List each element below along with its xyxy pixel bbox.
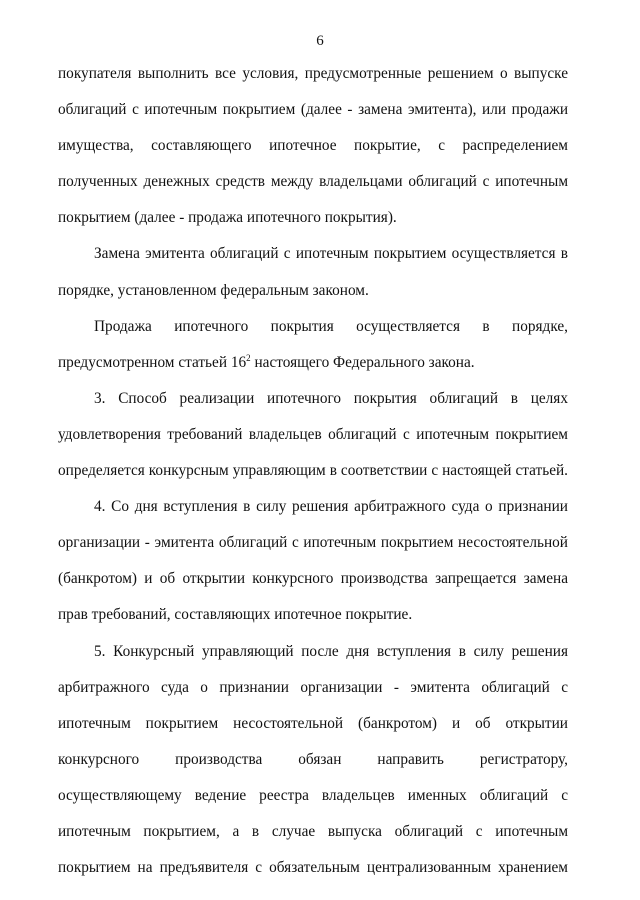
text-line: Продажа ипотечного покрытия осуществляется в порядке, [94,317,568,335]
text-line: 3. Способ реализации ипотечного покрытия облигаций в целях [94,389,568,407]
text-line: (банкротом) и об открытии конкурсного производства запрещается замена [58,570,568,588]
text-line: арбитражного суда о признании организации - эмитента облигаций с [58,678,568,696]
document-body [58,56,568,886]
text-line: Замена эмитента облигаций с ипотечным покрытием осуществляется в [94,245,568,263]
text-line: удовлетворения требований владельцев облигаций с ипотечным покрытием [58,425,568,443]
text-line: покрытием (далее - продажа ипотечного покрытия). [58,209,397,227]
text-line: покрытием на предъявителя с обязательным централизованным хранением [58,859,568,877]
text-line: 5. Конкурсный управляющий после дня вступления в силу решения [94,642,568,660]
text-line: покупателя выполнить все условия, предусмотренные решением о выпуске [58,65,568,82]
text-line: имущества, составляющего ипотечное покрытие, с распределением [58,137,568,155]
text-line: облигаций с ипотечным покрытием (далее - замена эмитента), или продажи [58,101,568,119]
text-line: полученных денежных средств между владельцами облигаций с ипотечным [58,173,568,191]
text-fragment: предусмотренном статьей 16 [58,353,247,371]
superscript: 2 [246,352,251,363]
text-line: осуществляющему ведение реестра владельцев именных облигаций с [58,786,568,804]
text-line: конкурсного производства обязан направить регистратору, [58,750,568,768]
text-line: 4. Со дня вступления в силу решения арбитражного суда о признании [94,498,568,516]
text-line: ипотечным покрытием несостоятельной (банкротом) и об открытии [58,714,568,732]
text-line: прав требований, составляющих ипотечное покрытие. [58,606,413,624]
text-fragment: настоящего Федерального закона. [250,353,475,371]
text-line [58,345,568,381]
text-line: определяется конкурсным управляющим в соответствии с настоящей статьей. [58,462,568,480]
text-line: ипотечным покрытием, а в случае выпуска облигаций с ипотечным [58,822,568,840]
page-number: 6 [316,33,324,49]
text-line: порядке, установленном федеральным законом. [58,281,369,299]
text-line: организации - эмитента облигаций с ипотечным покрытием несостоятельной [58,534,568,552]
